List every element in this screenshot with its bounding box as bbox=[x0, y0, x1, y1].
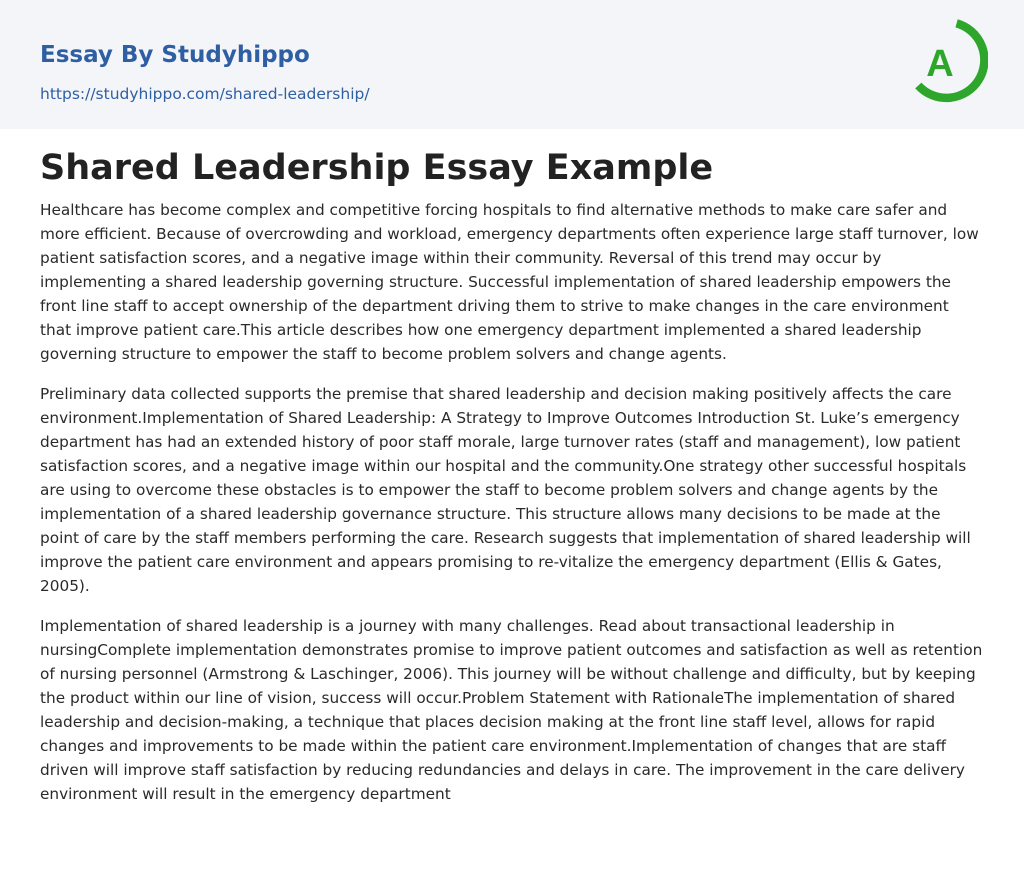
article-paragraph: Preliminary data collected supports the premise that shared leadership and decision making positively affects the care environment.Implementation of Shared Leadership: A Strategy to Improve Outcomes Introduction St. Luke’s emergency department has had an extended history of poor staff morale, large turnover rates (staff and management), low patient satisfaction scores, and a negative image within our hospital and the community.One strategy other successful hospitals are using to overcome these obstacles is to empower the staff to become problem solvers and change agents by the implementation of a shared leadership governance structure. This structure allows many decisions to be made at the point of care by the staff members performing the care. Research suggests that implementation of shared leadership will improve the patient care environment and appears promising to re-vitalize the emergency department (Ellis & Gates, 2005). bbox=[40, 385, 971, 595]
article-paragraph: Healthcare has become complex and competitive forcing hospitals to find alternative methods to make care safer and more efficient. Because of overcrowding and workload, emergency departments often experience large staff turnover, low patient satisfaction scores, and a negative image within their community. Reversal of this trend may occur by implementing a shared leadership governing structure. Successful implementation of shared leadership empowers the front line staff to accept ownership of the department driving them to strive to make changes in the care environment that improve patient care.This article describes how one emergency department implemented a shared leadership governing structure to empower the staff to become problem solvers and change agents. bbox=[40, 201, 979, 363]
logo-letter: A bbox=[926, 43, 954, 85]
page-url-link[interactable]: https://studyhippo.com/shared-leadership/ bbox=[40, 85, 370, 103]
article bbox=[40, 144, 984, 822]
article-paragraph: Implementation of shared leadership is a journey with many challenges. Read about transactional leadership in nursingComplete implementation demonstrates promise to improve patient outcomes and satisfaction as well as retention of nursing personnel (Armstrong & Laschinger, 2006). This journey will be without challenge and difficulty, but by keeping the product within our line of vision, success will occur.Problem Statement with RationaleThe implementation of shared leadership and decision-making, a technique that places decision making at the front line staff level, allows for rapid changes and improvements to be made within the patient care environment.Implementation of changes that are staff driven will improve staff satisfaction by reducing redundancies and delays in care. The improvement in the care delivery environment will result in the emergency department bbox=[40, 617, 983, 803]
site-brand[interactable]: Essay By Studyhippo bbox=[40, 42, 310, 68]
site-header bbox=[0, 0, 1024, 129]
page-title: Shared Leadership Essay Example bbox=[40, 148, 714, 188]
studyhippo-logo-icon[interactable] bbox=[908, 18, 988, 106]
